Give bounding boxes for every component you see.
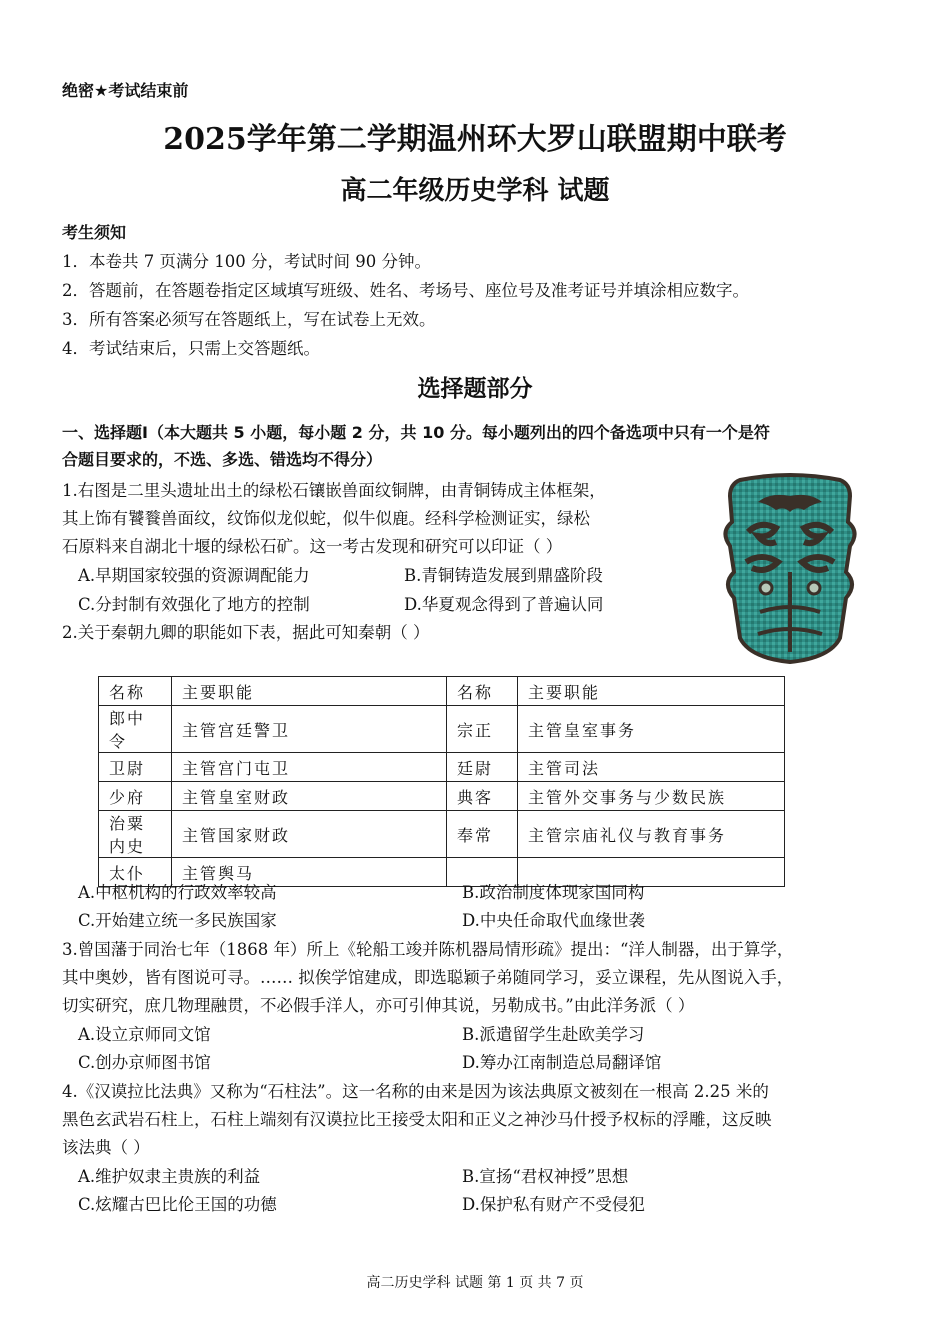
part1-instructions: 一、选择题Ⅰ（本大题共 5 小题，每小题 2 分，共 10 分。每小题列出的四个备选项中只有一个是符 bbox=[62, 423, 770, 442]
table-header-cell: 主要职能 bbox=[518, 677, 785, 706]
table-header-cell: 名称 bbox=[447, 677, 518, 706]
q4-stem: 4.《汉谟拉比法典》又称为“石柱法”。这一名称的由来是因为该法典原文被刻在一根高 2.25 米的 bbox=[62, 1082, 769, 1101]
q1-option-b: B.青铜铸造发展到鼎盛阶段 bbox=[404, 566, 603, 585]
notice-item: 3．所有答案必须写在答题纸上，写在试卷上无效。 bbox=[62, 310, 436, 329]
q3-option-b: B.派遣留学生赴欧美学习 bbox=[462, 1025, 645, 1044]
notice-item: 2．答题前，在答题卷指定区域填写班级、姓名、考场号、座位号及准考证号并填涂相应数字。 bbox=[62, 281, 749, 300]
notice-item: 1．本卷共 7 页满分 100 分，考试时间 90 分钟。 bbox=[62, 252, 431, 271]
table-row bbox=[99, 811, 785, 858]
table-cell: 宗正 bbox=[447, 706, 518, 753]
section-heading: 选择题部分 bbox=[417, 375, 533, 402]
notice-heading: 考生须知 bbox=[62, 223, 127, 242]
confidential-label: 绝密★考试结束前 bbox=[62, 81, 189, 100]
table-cell: 卫尉 bbox=[99, 753, 172, 782]
q4-stem: 黑色玄武岩石柱上，石柱上端刻有汉谟拉比王接受太阳和正义之神沙马什授予权标的浮雕，这反映 bbox=[62, 1110, 772, 1129]
table-cell: 少府 bbox=[99, 782, 172, 811]
table-header-cell: 主要职能 bbox=[172, 677, 447, 706]
q1-stem: 石原料来自湖北十堰的绿松石矿。这一考古发现和研究可以印证（ ） bbox=[62, 537, 563, 556]
bronze-plaque-image bbox=[700, 462, 880, 672]
q3-option-d: D.筹办江南制造总局翻译馆 bbox=[462, 1053, 662, 1072]
table-cell: 主管司法 bbox=[518, 753, 785, 782]
q3-stem: 切实研究，庶几物理融贯，不必假手洋人，亦可引伸其说，另勒成书。”由此洋务派（ ） bbox=[62, 996, 695, 1015]
table-cell: 主管外交事务与少数民族 bbox=[518, 782, 785, 811]
q2-option-b: B.政治制度体现家国同构 bbox=[462, 883, 645, 902]
table-cell: 主管国家财政 bbox=[172, 811, 447, 858]
q4-option-a: A.维护奴隶主贵族的利益 bbox=[78, 1167, 261, 1186]
q3-stem: 3.曾国藩于同治七年（1868 年）所上《轮船工竣并陈机器局情形疏》提出：“洋人制器，出于算学， bbox=[62, 940, 794, 959]
part1-instructions: 合题目要求的，不选、多选、错选均不得分） bbox=[62, 450, 383, 469]
q2-option-a: A.中枢机构的行政效率较高 bbox=[78, 883, 277, 902]
q2-stem: 2.关于秦朝九卿的职能如下表，据此可知秦朝（ ） bbox=[62, 623, 430, 642]
table-cell: 太仆 bbox=[99, 858, 172, 887]
table-cell: 廷尉 bbox=[447, 753, 518, 782]
table-cell: 治粟内史 bbox=[99, 811, 172, 858]
q3-option-a: A.设立京师同文馆 bbox=[78, 1025, 211, 1044]
table-row bbox=[99, 706, 785, 753]
table-row bbox=[99, 782, 785, 811]
notice-item: 4．考试结束后，只需上交答题纸。 bbox=[62, 339, 320, 358]
table-cell: 主管宗庙礼仪与教育事务 bbox=[518, 811, 785, 858]
q2-option-d: D.中央任命取代血缘世袭 bbox=[462, 911, 645, 930]
table-header-cell: 名称 bbox=[99, 677, 172, 706]
nine-ministers-table bbox=[98, 676, 785, 887]
page-footer: 高二历史学科 试题 第 1 页 共 7 页 bbox=[366, 1275, 584, 1291]
exam-title: 2025学年第二学期温州环大罗山联盟期中联考 bbox=[163, 122, 787, 157]
q3-option-c: C.创办京师图书馆 bbox=[78, 1053, 211, 1072]
q1-option-d: D.华夏观念得到了普遍认同 bbox=[404, 595, 604, 614]
q4-stem: 该法典（ ） bbox=[62, 1138, 150, 1157]
table-cell: 典客 bbox=[447, 782, 518, 811]
q1-option-c: C.分封制有效强化了地方的控制 bbox=[78, 595, 310, 614]
q1-stem: 其上饰有饕餮兽面纹，纹饰似龙似蛇，似牛似鹿。经科学检测证实，绿松 bbox=[62, 509, 590, 528]
table-header-row bbox=[99, 677, 785, 706]
q4-option-c: C.炫耀古巴比伦王国的功德 bbox=[78, 1195, 277, 1214]
q1-stem: 1.右图是二里头遗址出土的绿松石镶嵌兽面纹铜牌，由青铜铸成主体框架， bbox=[62, 481, 606, 500]
q2-option-c: C.开始建立统一多民族国家 bbox=[78, 911, 277, 930]
table-cell: 主管宫门屯卫 bbox=[172, 753, 447, 782]
table-cell: 主管皇室事务 bbox=[518, 706, 785, 753]
table-cell: 主管舆马 bbox=[172, 858, 447, 887]
table-row bbox=[99, 753, 785, 782]
q4-option-d: D.保护私有财产不受侵犯 bbox=[462, 1195, 645, 1214]
exam-subtitle: 高二年级历史学科 试题 bbox=[340, 176, 610, 206]
table-cell: 奉常 bbox=[447, 811, 518, 858]
q1-option-a: A.早期国家较强的资源调配能力 bbox=[78, 566, 310, 585]
table-cell: 主管宫廷警卫 bbox=[172, 706, 447, 753]
table-cell: 郎中令 bbox=[99, 706, 172, 753]
q4-option-b: B.宣扬“君权神授”思想 bbox=[462, 1167, 629, 1186]
table-cell: 主管皇室财政 bbox=[172, 782, 447, 811]
q3-stem: 其中奥妙，皆有图说可寻。…… 拟俟学馆建成，即选聪颖子弟随同学习，妥立课程，先从图说入手， bbox=[62, 968, 794, 987]
